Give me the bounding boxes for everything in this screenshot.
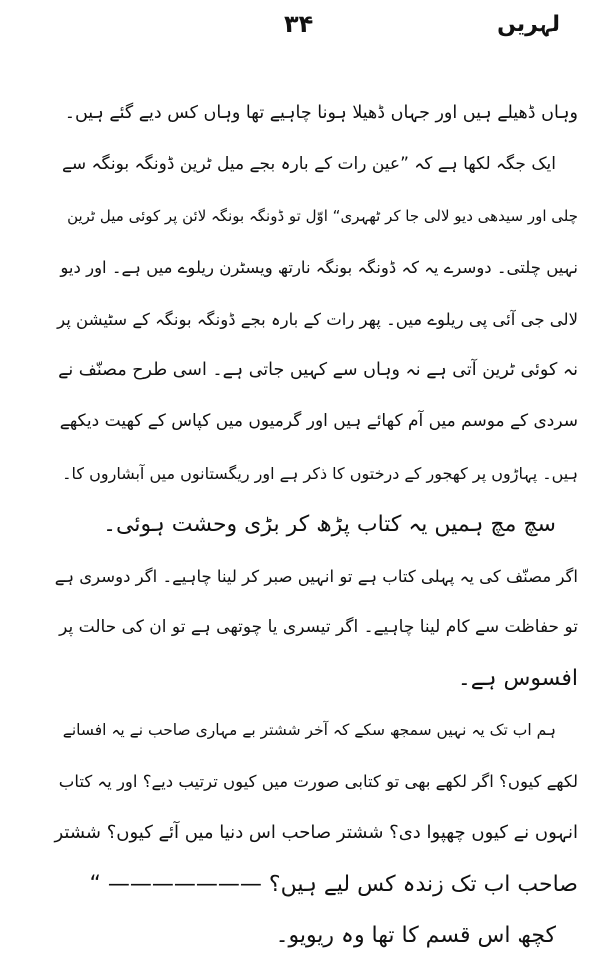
page-header bbox=[0, 8, 600, 48]
text-line: انہوں نے کیوں چھپوا دی؟ ششتر صاحب اس دنیا میں آئے کیوں؟ ششتر bbox=[54, 822, 578, 844]
text-line: اگر مصنّف کی یہ پہلی کتاب ہے تو انہیں صبر کر لینا چاہیے۔ اگر دوسری ہے bbox=[54, 566, 578, 586]
text-line: ایک جگہ لکھا ہے کہ ”عین رات کے بارہ بجے میل ٹرین ڈونگہ بونگہ سے bbox=[61, 154, 556, 175]
page-number: ۳۴ bbox=[284, 10, 314, 38]
running-title: لہریں bbox=[497, 12, 560, 37]
text-line: کچھ اس قسم کا تھا وہ ریویو۔ bbox=[275, 923, 556, 949]
body-text bbox=[52, 88, 578, 962]
text-line: ہم اب تک یہ نہیں سمجھ سکے کہ آخر ششتر بے مہاری صاحب نے یہ افسانے bbox=[62, 720, 556, 739]
text-line: لالی جی آئی پی ریلوے میں۔ پھر رات کے بارہ بجے ڈونگہ بونگہ کے سٹیشن پر bbox=[57, 309, 578, 329]
text-line: لکھے کیوں؟ اگر لکھے بھی تو کتابی صورت میں کیوں ترتیب دیے؟ اور یہ کتاب bbox=[58, 772, 578, 792]
text-line: تو حفاظت سے کام لینا چاہیے۔ اگر تیسری یا چوتھی ہے تو ان کی حالت پر bbox=[59, 616, 578, 637]
text-line: صاحب اب تک زندہ کس لیے ہیں؟ ——————— “ bbox=[89, 871, 578, 897]
text-line: نہ کوئی ٹرین آتی ہے نہ وہاں سے کہیں جاتی ہے۔ اسی طرح مصنّف نے bbox=[58, 359, 578, 380]
text-line: افسوس ہے۔ bbox=[457, 666, 578, 692]
text-line: وہاں ڈھیلے ہیں اور جہاں ڈھیلا ہونا چاہیے تھا وہاں کس دیے گئے ہیں۔ bbox=[64, 103, 578, 123]
text-line: سردی کے موسم میں آم کھائے ہیں اور گرمیوں میں کپاس کے کھیت دیکھے bbox=[59, 411, 578, 432]
text-line: ہیں۔ پہاڑوں پر کھجور کے درختوں کا ذکر ہے اور ریگستانوں میں آبشاروں کا۔ bbox=[62, 463, 578, 483]
text-line: چلی اور سیدھی دیو لالی جا کر ٹھہری“ اوّل تو ڈونگہ بونگہ لائن پر کوئی میل ٹرین bbox=[67, 206, 578, 225]
text-line: نہیں چلتی۔ دوسرے یہ کہ ڈونگہ بونگہ نارتھ ویسٹرن ریلوے میں ہے۔ اور دیو bbox=[60, 258, 578, 278]
text-line: سچ مچ ہمیں یہ کتاب پڑھ کر بڑی وحشت ہوئی۔ bbox=[103, 512, 556, 538]
